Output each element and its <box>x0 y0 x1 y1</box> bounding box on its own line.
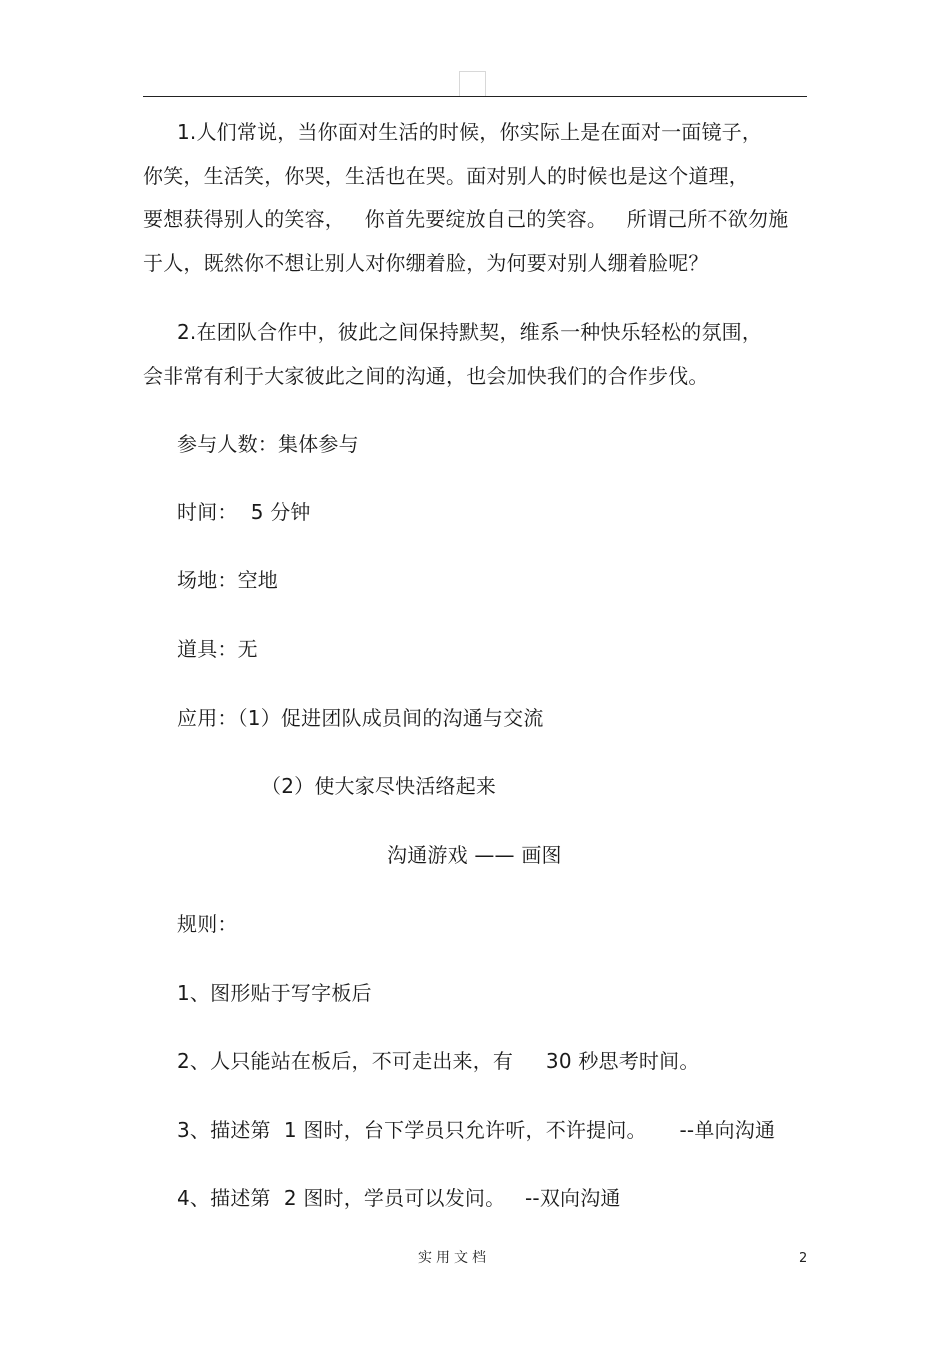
rules-heading: 规则： <box>177 912 238 936</box>
paragraph-2-line-2: 会非常有利于大家彼此之间的沟通，也会加快我们的合作步伐。 <box>143 364 709 388</box>
application-line-1: 应用：（1）促进团队成员间的沟通与交流 <box>177 706 544 730</box>
time-line: 时间： 5 分钟 <box>177 500 311 524</box>
header-rule <box>143 96 807 97</box>
rule-item-2: 2、人只能站在板后，不可走出来，有 30 秒思考时间。 <box>177 1049 700 1073</box>
application-line-2: （2）使大家尽快活络起来 <box>261 774 497 798</box>
participants-line: 参与人数：集体参与 <box>177 432 359 456</box>
footer-label: 实用文档 <box>418 1250 490 1266</box>
header-mark <box>459 71 486 96</box>
props-line: 道具：无 <box>177 637 258 661</box>
venue-line: 场地：空地 <box>177 568 278 592</box>
section-title: 沟通游戏 —— 画图 <box>387 843 562 867</box>
rule-item-1: 1、图形贴于写字板后 <box>177 981 372 1005</box>
paragraph-1-line-1: 1.人们常说，当你面对生活的时候，你实际上是在面对一面镜子， <box>177 120 763 144</box>
paragraph-1-line-4: 于人，既然你不想让别人对你绷着脸，为何要对别人绷着脸呢？ <box>143 251 709 275</box>
paragraph-1-line-3: 要想获得别人的笑容， 你首先要绽放自己的笑容。 所谓己所不欲勿施 <box>143 207 789 231</box>
rule-item-3: 3、描述第 1 图时，台下学员只允许听，不许提问。 --单向沟通 <box>177 1118 776 1142</box>
paragraph-1-line-2: 你笑，生活笑，你哭，生活也在哭。面对别人的时候也是这个道理， <box>143 164 749 188</box>
rule-item-4: 4、描述第 2 图时，学员可以发问。 --双向沟通 <box>177 1186 621 1210</box>
page-number: 2 <box>799 1251 808 1266</box>
paragraph-2-line-1: 2.在团队合作中，彼此之间保持默契，维系一种快乐轻松的氛围， <box>177 320 763 344</box>
